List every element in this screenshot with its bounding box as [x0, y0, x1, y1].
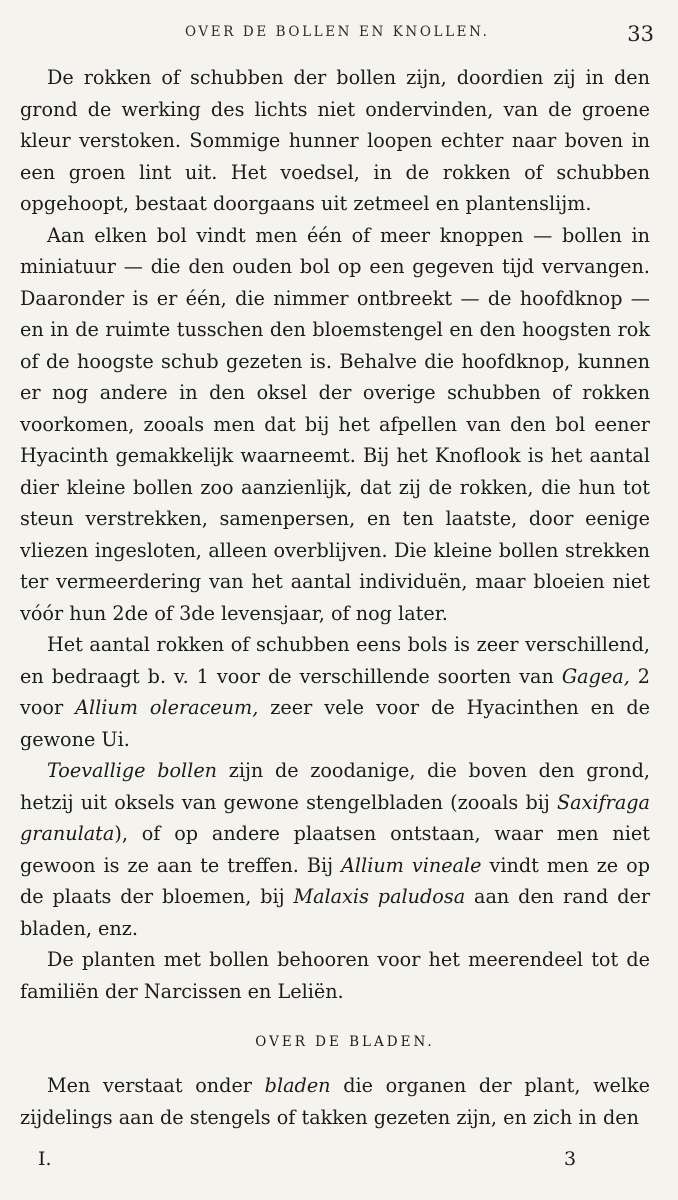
italic-text-run: Malaxis paludosa [293, 885, 466, 908]
italic-text-run: Saxifraga granulata [20, 790, 650, 845]
paragraphs-after-heading [20, 1070, 650, 1133]
italic-text-run: Gagea, [561, 664, 630, 688]
paragraph [20, 1070, 650, 1133]
signature-mark: I. [38, 1148, 52, 1170]
text-run: 2 voor [20, 664, 650, 719]
paragraph [20, 62, 650, 220]
italic-text-run: Toevallige bollen [47, 759, 218, 782]
running-title: OVER DE BOLLEN EN KNOLLEN. [185, 24, 490, 40]
sheet-number: 3 [564, 1148, 577, 1170]
paragraph [20, 944, 650, 1007]
text-run: De rokken of schubben der bollen zijn, doordien zij in den grond de werking des lichts niet ondervinden, van de groene kleur verstoken. Sommige hunner loopen echter naar boven in een groen lint uit. Het voedsel, in de rokken of schubben opgehoopt, bestaat doorgaans uit zetmeel en plantenslijm. [20, 66, 650, 215]
body-text [20, 62, 650, 1133]
text-run: vindt men ze op de plaats der bloemen, bij [20, 853, 650, 908]
paragraph [20, 755, 650, 944]
text-run: Men verstaat onder [47, 1074, 265, 1097]
text-run: zeer vele voor de Hyacinthen en de gewone Ui. [20, 696, 651, 751]
page-footer [0, 1148, 678, 1176]
paragraph [20, 220, 650, 630]
text-run: zijn de zoodanige, die boven den grond, hetzij uit oksels van gewone stengelbladen (zooals bij [20, 759, 651, 814]
italic-text-run: Allium oleraceum, [75, 696, 259, 719]
page-number: 33 [627, 22, 654, 46]
text-run: aan den rand der bladen, enz. [20, 885, 651, 940]
text-run: Aan elken bol vindt men één of meer knoppen — bollen in miniatuur — die den ouden bol op een gegeven tijd vervangen. Daaronder is er één, die nimmer ontbreekt — de hoofdknop — en in de ruimte tusschen den bloemstengel en den hoogsten rok of de hoogste schub gezeten is. Behalve die hoofdknop, kunnen er nog andere in den oksel der overige schubben of rokken voorkomen, zooals men dat bij het afpellen van den bol eener Hyacinth gemakkelijk waarneemt. Bij het Knoflook is het aantal dier kleine bollen zoo aanzienlijk, dat zij de rokken, die hun tot steun verstrekken, samenpersen, en ten laatste, door eenige vliezen ingesloten, alleen overblijven. Die kleine bollen strekken ter vermeerdering van het aantal individuën, maar bloeien niet vóór hun 2de of 3de levensjaar, of nog later. [20, 223, 650, 625]
running-head [0, 22, 678, 46]
paragraphs-before-heading [20, 62, 650, 1007]
italic-text-run: Allium vineale [341, 853, 482, 877]
text-run: Het aantal rokken of schubben eens bols is zeer verschillend, en bedraagt b. v. 1 voor de verschillende soorten van [20, 633, 650, 688]
text-run: ), of op andere plaatsen ontstaan, waar men niet gewoon is ze aan te treffen. Bij [20, 822, 650, 877]
section-heading: OVER DE BLADEN. [255, 1034, 435, 1050]
italic-text-run: bladen [264, 1074, 331, 1097]
text-run: die organen der plant, welke zijdelings aan de stengels of takken gezeten zijn, en zich in den [20, 1074, 651, 1129]
paragraph [20, 629, 650, 755]
text-run: De planten met bollen behooren voor het meerendeel tot de familiën der Narcissen en Leliën. [20, 948, 650, 1003]
